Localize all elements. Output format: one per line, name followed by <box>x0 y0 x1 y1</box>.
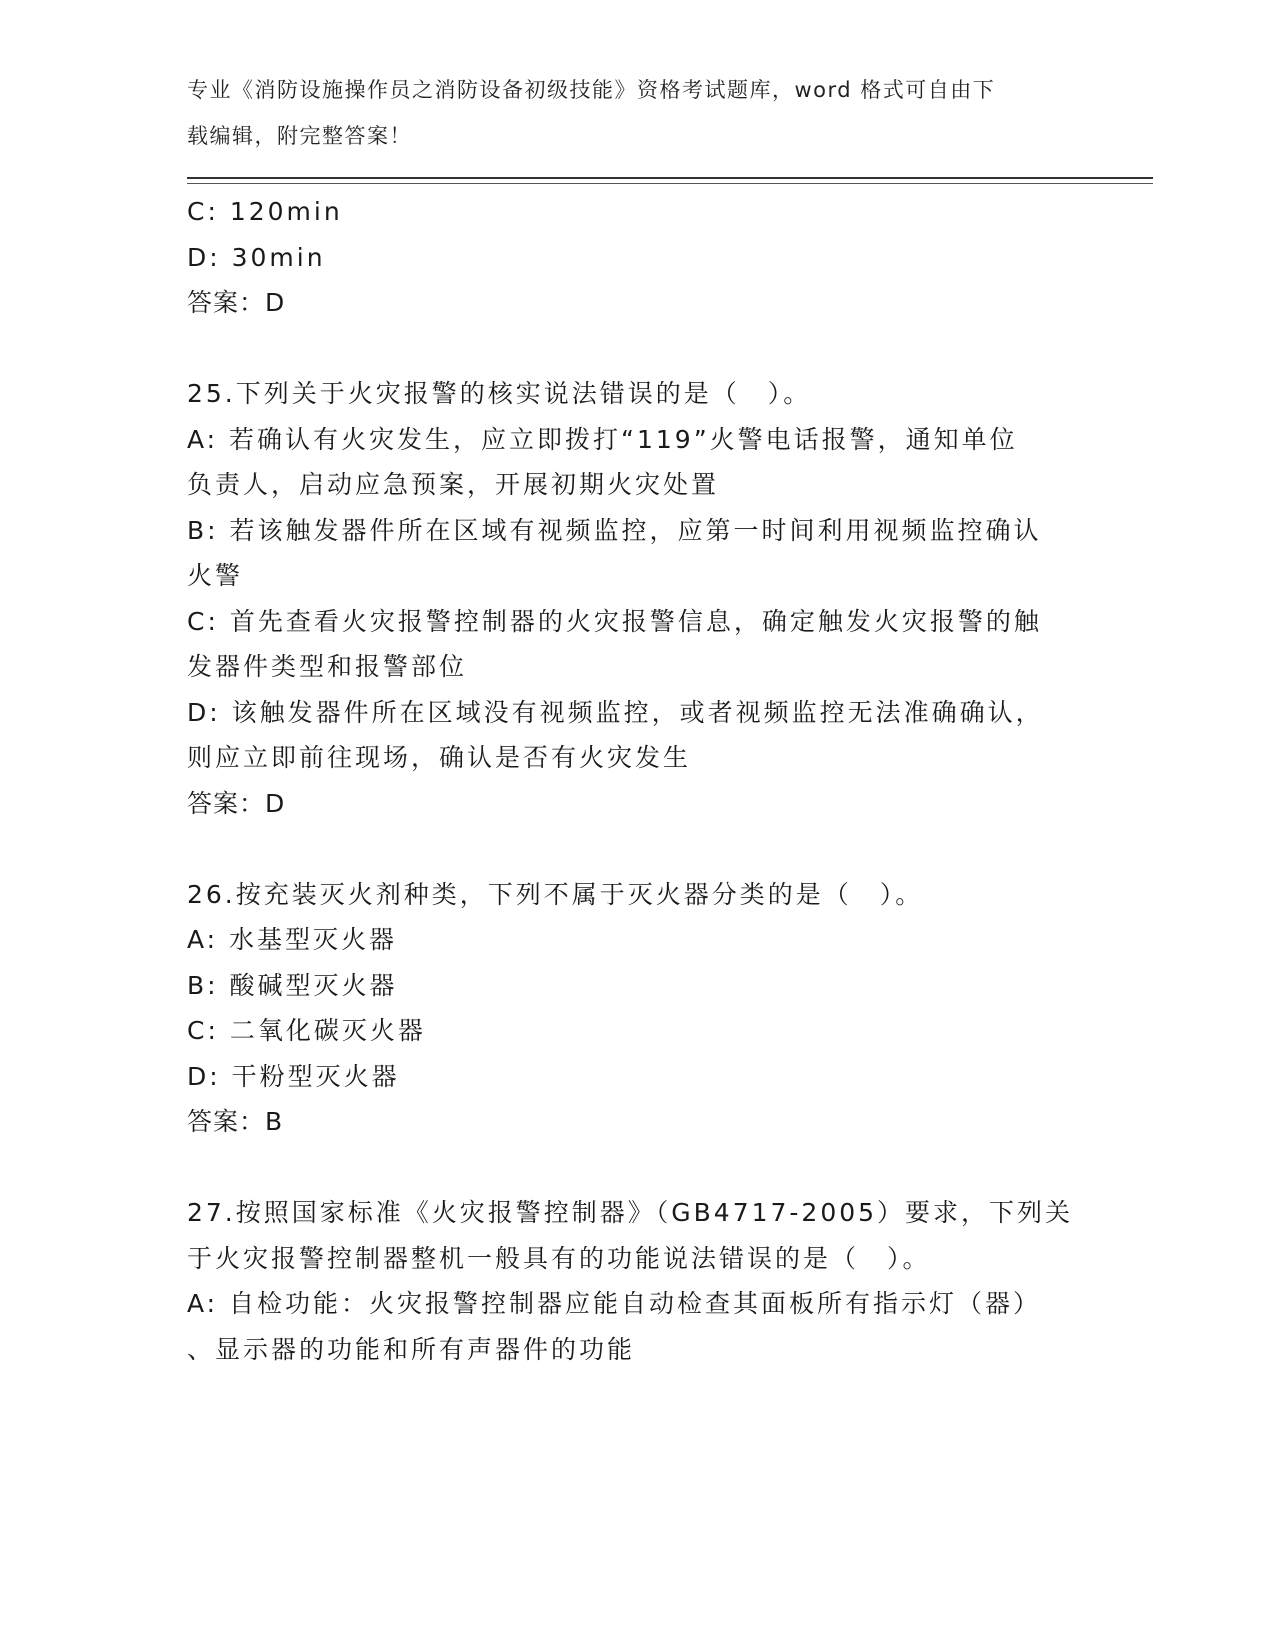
answer-line: 答案：D <box>187 288 286 317</box>
question-stem: 27.按照国家标准《火灾报警控制器》（GB4717-2005）要求，下列关 <box>187 1198 1074 1227</box>
option-a: A: 若确认有火灾发生，应立即拨打“119”火警电话报警，通知单位 <box>187 424 1018 454</box>
option-a-continued: 、显示器的功能和所有声器件的功能 <box>187 1334 636 1364</box>
option-b: B: 酸碱型灭火器 <box>187 970 398 1000</box>
header-line: 载编辑，附完整答案！ <box>187 123 412 148</box>
header-line: 专业《消防设施操作员之消防设备初级技能》资格考试题库，word 格式可自由下 <box>187 78 996 102</box>
answer-line: 答案：D <box>187 788 286 818</box>
question-24-tail <box>187 189 1087 326</box>
question-stem: 26.按充装灭火剂种类，下列不属于灭火器分类的是（ ）。 <box>187 879 924 909</box>
question-stem-continued: 于火灾报警控制器整机一般具有的功能说法错误的是（ ）。 <box>187 1243 931 1273</box>
question-stem: 25.下列关于火灾报警的核实说法错误的是（ ）。 <box>187 379 812 408</box>
option-c: C: 二氧化碳灭火器 <box>187 1016 426 1045</box>
document-header <box>187 74 1067 165</box>
document-body <box>187 189 1087 1372</box>
option-c: C: 首先查看火灾报警控制器的火灾报警信息，确定触发火灾报警的触 <box>187 606 1042 636</box>
option-a: A: 水基型灭火器 <box>187 925 398 954</box>
spacer <box>187 326 1087 372</box>
option-d-continued: 则应立即前往现场，确认是否有火灾发生 <box>187 743 692 772</box>
option-d: D: 干粉型灭火器 <box>187 1061 400 1091</box>
option-d: D: 30min <box>187 242 326 272</box>
option-c-continued: 发器件类型和报警部位 <box>187 652 468 681</box>
option-b: B: 若该触发器件所在区域有视频监控，应第一时间利用视频监控确认 <box>187 515 1042 545</box>
option-c: C: 120min <box>187 197 343 226</box>
question-27 <box>187 1190 1087 1372</box>
option-a-continued: 负责人，启动应急预案，开展初期火灾处置 <box>187 470 720 499</box>
spacer <box>187 1145 1087 1191</box>
answer-line: 答案：B <box>187 1107 284 1136</box>
option-a: A: 自检功能：火灾报警控制器应能自动检查其面板所有指示灯（器） <box>187 1289 1042 1318</box>
question-26 <box>187 872 1087 1145</box>
header-divider-thick <box>187 177 1153 179</box>
header-divider-thin <box>187 183 1153 184</box>
spacer <box>187 826 1087 872</box>
question-25 <box>187 371 1087 826</box>
option-b-continued: 火警 <box>187 561 244 590</box>
option-d: D: 该触发器件所在区域没有视频监控，或者视频监控无法准确确认， <box>187 697 1044 727</box>
